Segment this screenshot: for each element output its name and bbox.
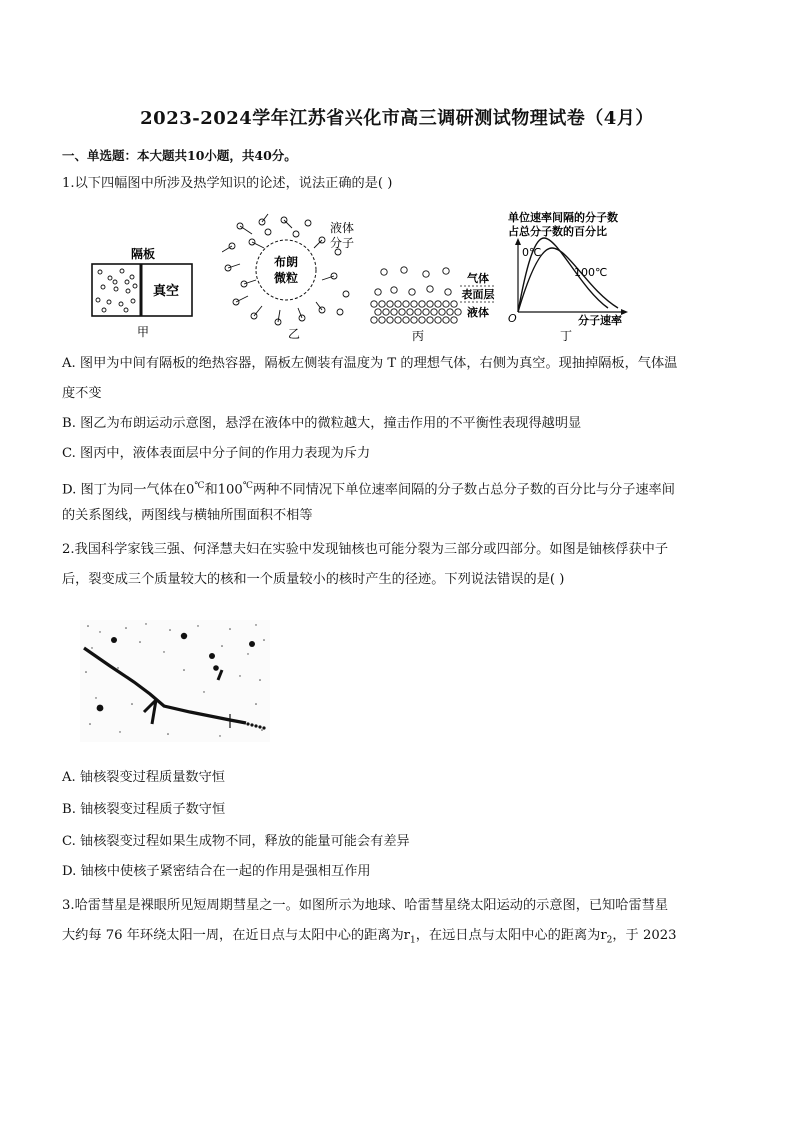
ding-ylabel-2: 占总分子数的百分比 <box>508 225 607 238</box>
q2-option-a: A. 铀核裂变过程质量数守恒 <box>62 770 225 785</box>
liquid-molecule-label-2: 分子 <box>329 236 355 250</box>
q1-option-b: B. 图乙为布朗运动示意图，悬浮在液体中的微粒越大，撞击作用的不平衡性表现得越明显 <box>62 416 582 431</box>
liquid-label: 液体 <box>467 306 489 319</box>
q3-stem-part-c: ，于 2023 <box>612 928 677 943</box>
q3-stem-line1: 3.哈雷彗星是裸眼所见短周期彗星之一。如图所示为地球、哈雷彗星绕太阳运动的示意图，已知哈雷彗星 <box>62 898 669 913</box>
q1-option-a-line1: A. 图甲为中间有隔板的绝热容器，隔板左侧装有温度为 T 的理想气体，右侧为真空。现抽掉隔板，气体温 <box>62 356 678 371</box>
q2-option-c: C. 铀核裂变过程如果生成物不同，释放的能量可能会有差异 <box>62 834 410 849</box>
q1-option-d-part-b: 和100 <box>204 482 243 498</box>
jia-caption: 甲 <box>136 325 150 339</box>
surface-molecules <box>371 267 461 323</box>
ding-ylabel-1: 单位速率间隔的分子数 <box>508 211 618 224</box>
curve-0c-label: 0℃ <box>522 246 542 259</box>
q1-option-d-part-c: 两种不同情况下单位速率间隔的分子数占总分子数的百分比与分子速率间 <box>252 482 675 498</box>
ding-caption: 丁 <box>559 329 573 343</box>
q3-stem-part-b: ，在远日点与太阳中心的距离为r <box>415 928 607 943</box>
degree-celsius-sup-2: ℃ <box>242 481 253 491</box>
fission-track-photo <box>80 620 270 742</box>
yi-caption: 乙 <box>287 327 301 341</box>
gas-label: 气体 <box>467 272 489 285</box>
surface-layer-label: 表面层 <box>461 288 495 301</box>
brownian-particle <box>256 240 316 300</box>
q2-stem-line2: 后，裂变成三个质量较大的核和一个质量较小的核时产生的径迹。下列说法错误的是( ) <box>62 572 565 587</box>
q1-option-d-part-a: D. 图丁为同一气体在0 <box>62 482 195 498</box>
vacuum-label: 真空 <box>152 284 180 299</box>
q1-option-a-line2: 度不变 <box>62 386 102 401</box>
q1-option-d-line2: 的关系图线，两图线与横轴所围面积不相等 <box>62 508 313 523</box>
figure-ding <box>500 208 634 346</box>
figure-jia <box>88 244 198 344</box>
q1-option-c: C. 图丙中，液体表面层中分子间的作用力表现为斥力 <box>62 446 371 461</box>
particle-label-2: 微粒 <box>273 271 299 285</box>
liquid-molecule-label-1: 液体 <box>329 221 355 235</box>
q1-option-d-line1 <box>62 476 732 500</box>
bing-caption: 丙 <box>411 329 425 343</box>
q3-stem-line2 <box>62 926 732 951</box>
r2-subscript: 2 <box>606 935 613 946</box>
r1-subscript: 1 <box>409 935 416 946</box>
q2-option-b: B. 铀核裂变过程质子数守恒 <box>62 802 226 817</box>
ding-xlabel: 分子速率 <box>578 314 622 327</box>
page-title: 2023-2024学年江苏省兴化市高三调研测试物理试卷（4月） <box>140 108 654 129</box>
figure-bing <box>368 262 496 344</box>
figure-yi <box>222 212 368 342</box>
section-heading: 一、单选题：本大题共10小题，共40分。 <box>62 148 297 163</box>
q1-stem: 1.以下四幅图中所涉及热学知识的论述，说法正确的是( ) <box>62 176 393 191</box>
jia-partition-label: 隔板 <box>130 247 156 261</box>
degree-celsius-sup-1: ℃ <box>194 481 205 491</box>
origin-label: O <box>508 312 517 325</box>
q2-option-d: D. 铀核中使核子紧密结合在一起的作用是强相互作用 <box>62 864 371 879</box>
gas-molecules <box>96 269 137 312</box>
q2-stem-line1: 2.我国科学家钱三强、何泽慧夫妇在实验中发现铀核也可能分裂为三部分或四部分。如图是铀核俘获中子 <box>62 542 669 557</box>
particle-label-1: 布朗 <box>273 255 299 269</box>
curve-100c-label: 100℃ <box>574 266 608 279</box>
q3-stem-part-a: 大约每 76 年环绕太阳一周，在近日点与太阳中心的距离为r <box>62 928 410 943</box>
